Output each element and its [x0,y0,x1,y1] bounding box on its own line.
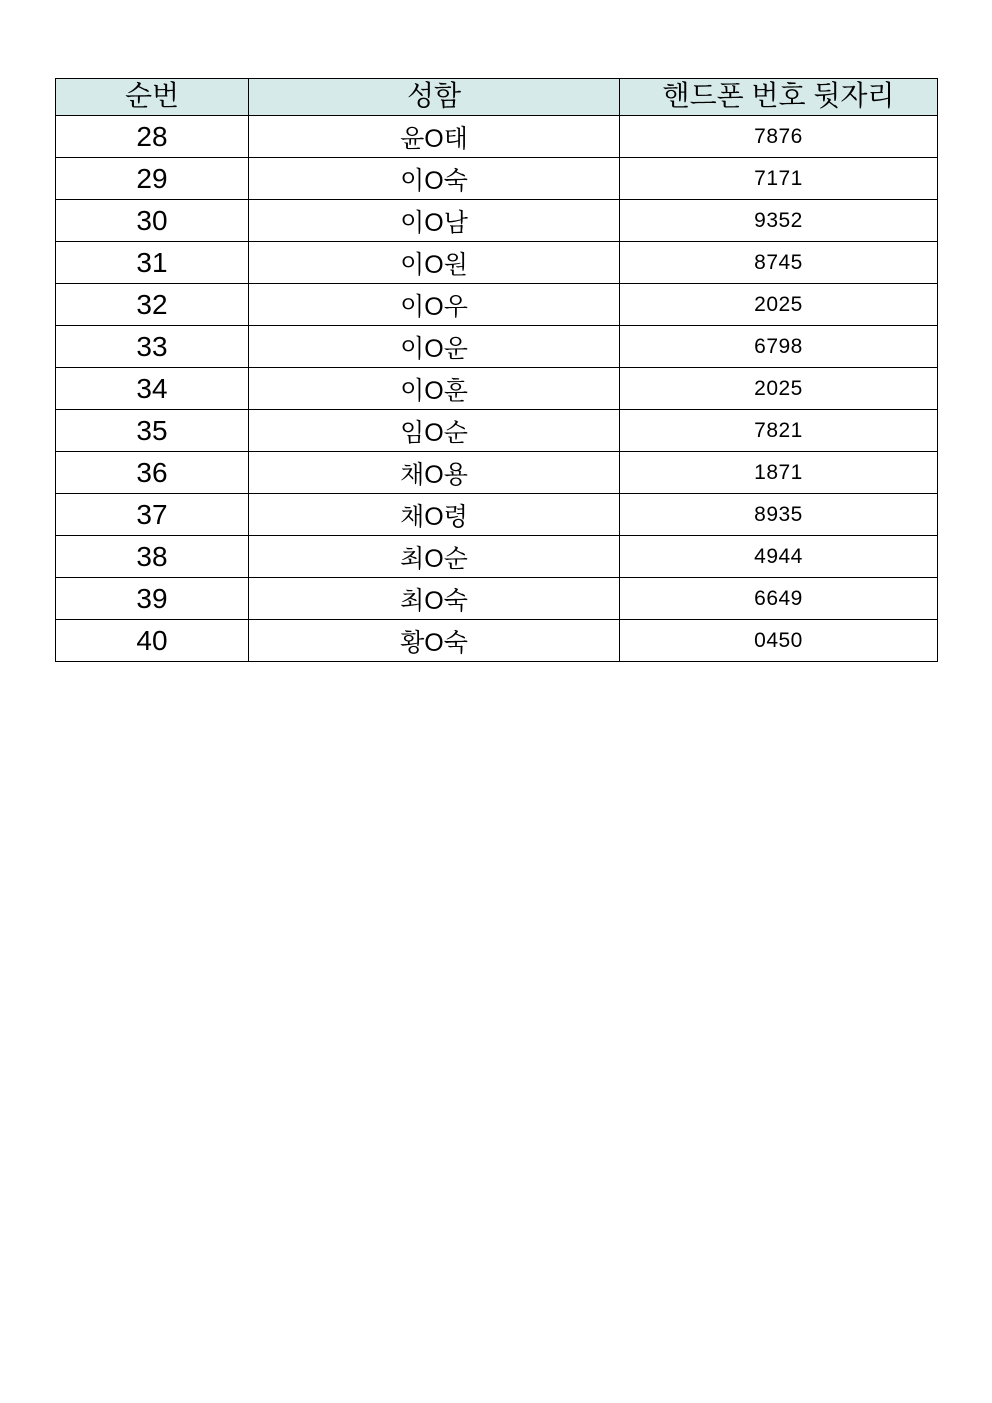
table-row [56,452,938,494]
table-row [56,242,938,284]
table-row [56,158,938,200]
header-cell-name: 성함 [249,79,620,116]
row-name-cell: 이O남 [249,200,620,242]
row-number-cell: 40 [56,620,249,662]
table-row [56,116,938,158]
table-row [56,410,938,452]
row-name-cell: 윤O태 [249,116,620,158]
row-phone-cell: 6798 [620,326,938,368]
row-phone-cell: 8935 [620,494,938,536]
row-number-cell: 29 [56,158,249,200]
row-number-cell: 37 [56,494,249,536]
row-number-cell: 35 [56,410,249,452]
row-number-cell: 31 [56,242,249,284]
table-row [56,284,938,326]
row-phone-cell: 9352 [620,200,938,242]
row-phone-cell: 6649 [620,578,938,620]
table-row [56,578,938,620]
row-phone-cell: 1871 [620,452,938,494]
row-number-cell: 39 [56,578,249,620]
row-phone-cell: 0450 [620,620,938,662]
table-header-row [56,79,938,116]
table-row [56,620,938,662]
row-name-cell: 최O순 [249,536,620,578]
row-number-cell: 34 [56,368,249,410]
header-cell-no: 순번 [56,79,249,116]
row-number-cell: 30 [56,200,249,242]
table-row [56,536,938,578]
row-name-cell: 채O용 [249,452,620,494]
table-row [56,200,938,242]
row-number-cell: 36 [56,452,249,494]
table-row [56,368,938,410]
row-name-cell: 최O숙 [249,578,620,620]
row-phone-cell: 7876 [620,116,938,158]
row-phone-cell: 4944 [620,536,938,578]
row-number-cell: 32 [56,284,249,326]
contact-table [55,78,938,662]
row-name-cell: 이O우 [249,284,620,326]
row-phone-cell: 7171 [620,158,938,200]
row-name-cell: 이O훈 [249,368,620,410]
row-phone-cell: 2025 [620,284,938,326]
table-row [56,494,938,536]
row-name-cell: 채O령 [249,494,620,536]
table-row [56,326,938,368]
row-phone-cell: 8745 [620,242,938,284]
row-phone-cell: 2025 [620,368,938,410]
row-name-cell: 이O원 [249,242,620,284]
row-number-cell: 38 [56,536,249,578]
row-name-cell: 이O운 [249,326,620,368]
row-phone-cell: 7821 [620,410,938,452]
row-number-cell: 28 [56,116,249,158]
row-number-cell: 33 [56,326,249,368]
row-name-cell: 임O순 [249,410,620,452]
header-cell-phone: 핸드폰 번호 뒷자리 [620,79,938,116]
row-name-cell: 황O숙 [249,620,620,662]
table-body [56,116,938,662]
row-name-cell: 이O숙 [249,158,620,200]
